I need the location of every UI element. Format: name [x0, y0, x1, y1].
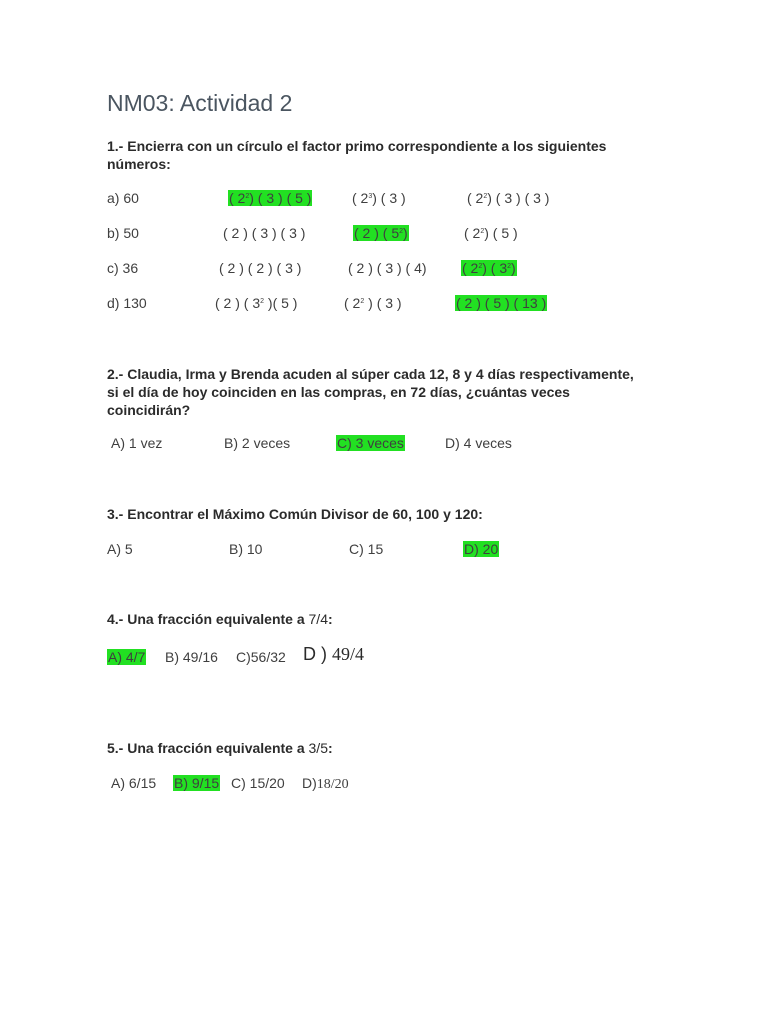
question-2-text — [107, 365, 634, 419]
q2-option-a[interactable]: A) 1 vez — [111, 435, 163, 451]
question-5-text: 5.- Una fracción equivalente a 3/5: — [107, 740, 333, 756]
q1-row-b-option-2[interactable] — [353, 224, 409, 242]
question-2-line-1: 2.- Claudia, Irma y Brenda acuden al súper cada 12, 8 y 4 días respectivamente, — [107, 366, 634, 382]
q2-option-b[interactable]: B) 2 veces — [224, 435, 291, 451]
q1-row-c-label: c) 36 — [107, 260, 139, 276]
q3-option-d[interactable] — [463, 540, 499, 558]
q1-row-b-option-1[interactable]: ( 2 ) ( 3 ) ( 3 ) — [223, 225, 306, 241]
q1-row-b-label: b) 50 — [107, 225, 139, 241]
q3-option-a[interactable]: A) 5 — [107, 541, 133, 557]
q1-row-a-option-3[interactable]: ( $2^2$) ( 3 ) ( 3 ) — [467, 190, 550, 206]
q3-option-c[interactable]: C) 15 — [349, 541, 384, 557]
q4-option-b[interactable]: B) 49/16 — [165, 649, 218, 665]
question-1-line-2: números: — [107, 156, 171, 172]
q1-row-d-option-1[interactable]: ( 2 ) ( $3^2$ )( 5 ) — [215, 295, 298, 311]
question-2-line-3: coincidirán? — [107, 402, 191, 418]
highlight: ( 2 ) ( 5 ) ( 13 ) — [456, 295, 547, 311]
q5-option-c[interactable]: C) 15/20 — [231, 775, 285, 791]
q1-row-a-label: a) 60 — [107, 190, 139, 206]
q4-option-c[interactable]: C)56/32 — [236, 649, 286, 665]
q1-row-b-option-3[interactable]: ( $2^2$) ( 5 ) — [464, 225, 518, 241]
q1-row-c-option-1[interactable]: ( 2 ) ( 2 ) ( 3 ) — [219, 260, 302, 276]
q1-row-c-option-3[interactable] — [461, 259, 517, 277]
question-4-text: 4.- Una fracción equivalente a 7/4: — [107, 611, 333, 627]
q4-option-d[interactable]: D ) 49/4 — [303, 644, 365, 664]
q1-row-a-option-2[interactable]: ( $2^3$) ( 3 ) — [352, 190, 406, 206]
highlight: D) 20 — [464, 541, 499, 557]
highlight: C) 3 veces — [337, 435, 404, 451]
q5-option-b[interactable] — [173, 774, 220, 792]
highlight: B) 9/15 — [174, 775, 220, 791]
highlight: ( $2^2$) ( $3^2$) — [462, 260, 516, 276]
q1-row-d-option-3[interactable] — [455, 294, 547, 312]
q3-option-b[interactable]: B) 10 — [229, 541, 263, 557]
q4-option-a[interactable] — [107, 648, 146, 666]
highlight: ( $2^2$) ( 3 ) ( 5 ) — [229, 190, 312, 206]
page-title: NM03: Actividad 2 — [107, 90, 293, 116]
q5-option-d[interactable]: D)18/20 — [302, 775, 349, 792]
q2-option-d[interactable]: D) 4 veces — [445, 435, 512, 451]
q2-option-c[interactable] — [336, 434, 405, 452]
question-1-text — [107, 137, 606, 173]
highlight: A) 4/7 — [108, 649, 146, 665]
q1-row-c-option-2[interactable]: ( 2 ) ( 3 ) ( 4) — [348, 260, 427, 276]
q1-row-d-option-2[interactable]: ( $2^2$ ) ( 3 ) — [344, 295, 402, 311]
question-2-line-2: si el día de hoy coinciden en las compras, en 72 días, ¿cuántas veces — [107, 384, 570, 400]
q1-row-d-label: d) 130 — [107, 295, 147, 311]
question-3-text: 3.- Encontrar el Máximo Común Divisor de 60, 100 y 120: — [107, 506, 483, 522]
q1-row-a-option-1[interactable] — [228, 189, 312, 207]
highlight: ( 2 ) ( $5^2$) — [354, 225, 408, 241]
q5-option-a[interactable]: A) 6/15 — [111, 775, 157, 791]
question-1-line-1: 1.- Encierra con un círculo el factor primo correspondiente a los siguientes — [107, 138, 607, 154]
